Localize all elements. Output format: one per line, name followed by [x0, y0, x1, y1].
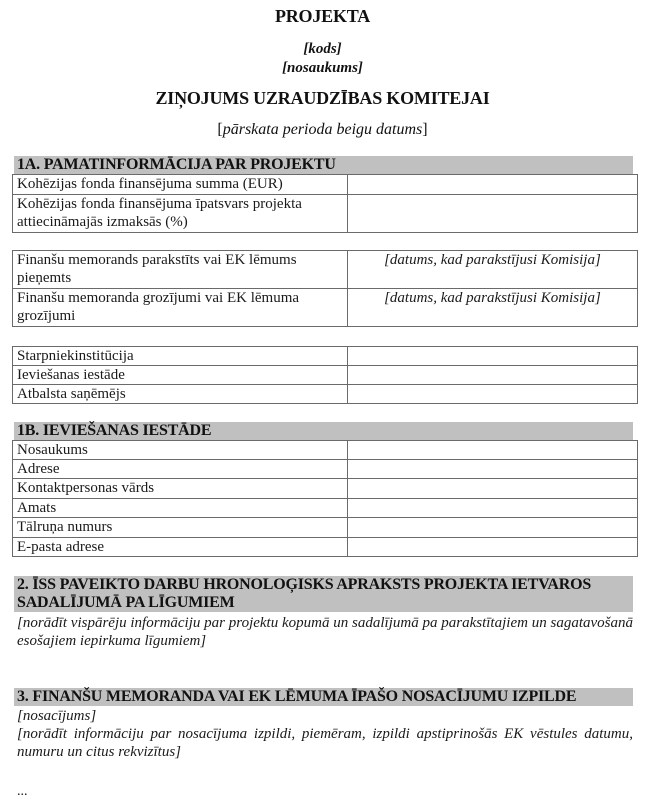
- project-name-placeholder: [nosaukums]: [282, 60, 363, 76]
- memorandum-signed-date-field[interactable]: [datums, kad parakstījusi Komisija]: [347, 251, 637, 289]
- section-1b-heading: 1B. IEVIEŠANAS IESTĀDE: [14, 422, 633, 440]
- section-3-heading: 3. FINANŠU MEMORANDA VAI EK LĒMUMA ĪPAŠO NOSACĪJUMU IZPILDE: [14, 688, 633, 706]
- table-row: [13, 441, 638, 460]
- funding-amount-field[interactable]: [348, 175, 638, 195]
- name-field[interactable]: [348, 441, 638, 460]
- funding-share-field[interactable]: [348, 195, 638, 233]
- section-2-heading: 2. ĪSS PAVEIKTO DARBU HRONOLOĢISKS APRAKSTS PROJEKTA IETVAROS SADALĪJUMĀ PA LĪGUMIEM: [14, 576, 633, 612]
- table-row: [13, 195, 638, 233]
- intermediate-body-field[interactable]: [348, 347, 638, 366]
- position-label: Amats: [13, 499, 348, 518]
- address-field[interactable]: [348, 460, 638, 479]
- report-title: ZIŅOJUMS UZRAUDZĪBAS KOMITEJAI: [155, 88, 490, 108]
- implementing-body-table: [12, 440, 638, 557]
- phone-field[interactable]: [348, 518, 638, 538]
- report-date-placeholder: pārskata perioda beigu datums: [222, 121, 423, 138]
- project-code-placeholder: [kods]: [303, 41, 342, 57]
- address-label: Adrese: [13, 460, 348, 479]
- continuation-ellipsis: ...: [17, 784, 28, 799]
- section-1a-heading: 1A. PAMATINFORMĀCIJA PAR PROJEKTU: [14, 156, 633, 174]
- table-row: [13, 366, 638, 385]
- beneficiary-field[interactable]: [348, 385, 638, 404]
- table-row: [13, 538, 638, 557]
- memorandum-signed-label: Finanšu memorands parakstīts vai EK lēmums pieņemts: [13, 251, 348, 289]
- contact-person-label: Kontaktpersonas vārds: [13, 479, 348, 499]
- contact-person-field[interactable]: [348, 479, 638, 499]
- table-row: [13, 518, 638, 538]
- table-row: [13, 499, 638, 518]
- position-field[interactable]: [348, 499, 638, 518]
- condition-placeholder: [nosacījums]: [17, 708, 97, 724]
- memorandum-amendments-label: Finanšu memoranda grozījumi vai EK lēmuma grozījumi: [13, 289, 348, 327]
- table-row: [13, 175, 638, 195]
- table-row: [13, 460, 638, 479]
- funding-table: [12, 174, 638, 233]
- implementing-body-field[interactable]: [348, 366, 638, 385]
- email-label: E-pasta adrese: [13, 538, 348, 557]
- table-row: [13, 251, 638, 289]
- funding-amount-label: Kohēzijas fonda finansējuma summa (EUR): [13, 175, 348, 195]
- table-row: [13, 347, 638, 366]
- report-period-end-date: [0, 121, 645, 139]
- name-label: Nosaukums: [13, 441, 348, 460]
- bracket-open: [: [217, 121, 223, 138]
- section-2-instruction: [norādīt vispārēju informāciju par projektu kopumā un sadalījumā pa parakstītajiem un sagatavošanā esošajiem iepirkuma līgumiem]: [17, 615, 633, 649]
- institutions-table: [12, 346, 638, 404]
- document-title: PROJEKTA: [274, 6, 371, 26]
- funding-share-label: Kohēzijas fonda finansējuma īpatsvars projekta attiecināmajās izmaksās (%): [13, 195, 348, 233]
- beneficiary-label: Atbalsta saņēmējs: [13, 385, 348, 404]
- memorandum-amendments-date-field[interactable]: [datums, kad parakstījusi Komisija]: [347, 289, 637, 327]
- implementing-body-label: Ieviešanas iestāde: [13, 366, 348, 385]
- memorandum-table: [12, 250, 638, 327]
- bracket-close: ]: [422, 121, 428, 138]
- table-row: [13, 289, 638, 327]
- email-field[interactable]: [348, 538, 638, 557]
- intermediate-body-label: Starpniekinstitūcija: [13, 347, 348, 366]
- table-row: [13, 385, 638, 404]
- table-row: [13, 479, 638, 499]
- phone-label: Tālruņa numurs: [13, 518, 348, 538]
- section-3-instruction: [norādīt informāciju par nosacījuma izpildi, piemēram, izpildi apstiprinošās EK vēstules datumu, numuru un citus rekvizītus]: [17, 726, 633, 760]
